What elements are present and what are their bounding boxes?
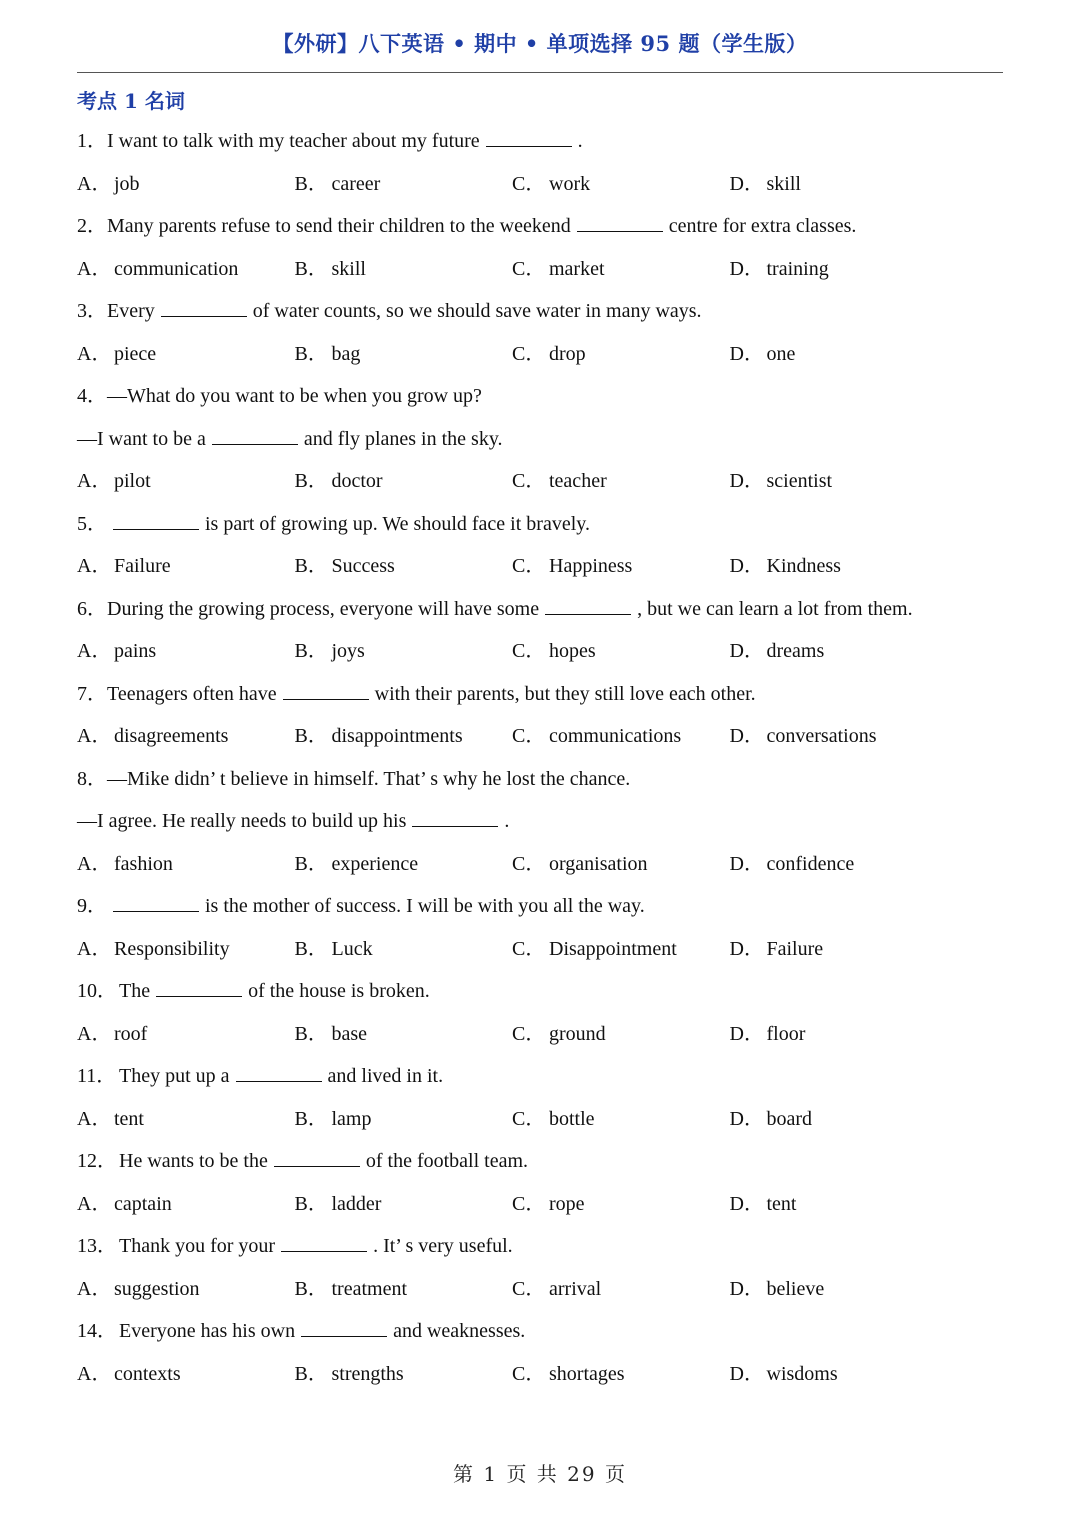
option-letter: A．	[77, 1362, 112, 1385]
option-text: piece	[114, 342, 157, 365]
option-row	[77, 1098, 1003, 1141]
question-stem	[77, 1055, 1003, 1098]
option-text: contexts	[114, 1362, 181, 1385]
option-item[interactable]	[512, 1098, 730, 1141]
option-row	[77, 248, 1003, 291]
option-letter: A．	[77, 342, 112, 365]
option-row	[77, 843, 1003, 886]
answer-blank	[412, 812, 498, 827]
option-item[interactable]	[512, 630, 730, 673]
option-letter: D．	[729, 852, 764, 875]
question-stem	[77, 1310, 1003, 1353]
option-text: arrival	[549, 1277, 602, 1300]
option-letter: C．	[512, 257, 546, 280]
question-text: and weaknesses.	[393, 1320, 526, 1342]
option-letter: B．	[294, 470, 328, 492]
option-letter: C．	[512, 555, 546, 577]
question-number: 3．	[77, 300, 107, 322]
option-text: board	[766, 1107, 813, 1130]
question-text: He wants to be the	[119, 1150, 268, 1172]
option-text: suggestion	[114, 1277, 200, 1300]
question-text: is part of growing up. We should face it bravely.	[205, 512, 590, 535]
option-text: organisation	[549, 852, 648, 875]
option-text: conversations	[766, 725, 877, 747]
option-text: Luck	[331, 937, 373, 960]
question-text: and fly planes in the sky.	[303, 427, 503, 450]
option-letter: B．	[294, 640, 328, 662]
option-text: Failure	[766, 937, 824, 960]
option-letter: A．	[77, 555, 112, 577]
question-text: is the mother of success. I will be with you all the way.	[205, 895, 645, 917]
option-item[interactable]	[295, 163, 513, 206]
option-text: Responsibility	[114, 937, 230, 960]
option-item[interactable]	[512, 163, 730, 206]
option-letter: D．	[729, 470, 764, 492]
option-text: pains	[114, 640, 157, 662]
option-letter: A．	[77, 470, 112, 492]
option-text: shortages	[549, 1362, 625, 1385]
option-item[interactable]	[730, 928, 948, 971]
option-text: joys	[331, 640, 365, 662]
question-stem-line2	[77, 800, 1003, 843]
option-item[interactable]	[77, 333, 295, 376]
question-stem	[77, 885, 1003, 928]
option-item[interactable]	[730, 1098, 948, 1141]
option-row	[77, 460, 1003, 503]
option-letter: D．	[729, 640, 764, 662]
question-text: of the house is broken.	[248, 980, 430, 1002]
option-text: Happiness	[549, 555, 633, 577]
option-row	[77, 928, 1003, 971]
option-text: teacher	[549, 470, 607, 492]
answer-blank	[236, 1067, 322, 1082]
question-text: —I want to be a	[77, 427, 206, 450]
question-text: Everyone has his own	[119, 1320, 296, 1342]
option-row	[77, 1013, 1003, 1056]
option-letter: C．	[512, 1192, 546, 1215]
option-item[interactable]	[730, 630, 948, 673]
question-stem	[77, 970, 1003, 1013]
option-letter: A．	[77, 172, 112, 195]
option-letter: C．	[512, 725, 546, 747]
answer-blank	[577, 217, 663, 232]
option-text: work	[549, 172, 591, 195]
option-item[interactable]	[77, 248, 295, 291]
option-letter: A．	[77, 1192, 112, 1215]
question-text: .	[577, 130, 583, 152]
option-letter: D．	[729, 937, 764, 960]
option-text: bottle	[549, 1107, 595, 1130]
option-letter: D．	[729, 1192, 764, 1215]
question-stem	[77, 758, 1003, 801]
question-number: 5．	[77, 512, 107, 535]
question-text: —Mike didn’ t believe in himself. That’ s why he lost the chance.	[107, 767, 631, 790]
option-item[interactable]	[295, 333, 513, 376]
option-text: strengths	[331, 1362, 404, 1385]
option-text: disagreements	[114, 725, 229, 747]
answer-blank	[156, 982, 242, 997]
option-letter: D．	[729, 257, 764, 280]
option-item[interactable]	[295, 928, 513, 971]
option-text: lamp	[331, 1107, 372, 1130]
option-item[interactable]	[730, 1353, 948, 1396]
option-letter: B．	[294, 725, 328, 747]
option-item[interactable]	[512, 1353, 730, 1396]
option-text: treatment	[331, 1277, 408, 1300]
option-row	[77, 1353, 1003, 1396]
option-text: pilot	[114, 470, 151, 492]
question-text: of the football team.	[365, 1150, 529, 1172]
question-stem	[77, 375, 1003, 418]
question-number: 11．	[77, 1065, 117, 1087]
question-text: and lived in it.	[327, 1065, 444, 1087]
option-item[interactable]	[77, 1353, 295, 1396]
question-stem	[77, 588, 1003, 631]
answer-blank	[283, 685, 369, 700]
option-item[interactable]	[295, 1268, 513, 1311]
option-item[interactable]	[730, 545, 948, 588]
option-item[interactable]	[77, 928, 295, 971]
question-text: —What do you want to be when you grow up?	[107, 385, 482, 407]
option-letter: B．	[294, 852, 328, 875]
answer-blank	[281, 1237, 367, 1252]
option-text: captain	[114, 1192, 172, 1215]
option-letter: C．	[512, 1277, 546, 1300]
option-text: tent	[114, 1107, 144, 1130]
option-letter: A．	[77, 937, 112, 960]
option-letter: D．	[729, 342, 764, 365]
option-item[interactable]	[77, 843, 295, 886]
option-item[interactable]	[77, 460, 295, 503]
question-number: 4．	[77, 385, 107, 407]
option-row	[77, 1183, 1003, 1226]
question-text: The	[119, 980, 151, 1002]
answer-blank	[212, 430, 298, 445]
option-row	[77, 1268, 1003, 1311]
option-text: ground	[549, 1022, 606, 1045]
option-item[interactable]	[512, 1183, 730, 1226]
question-stem	[77, 290, 1003, 333]
option-letter: C．	[512, 1107, 546, 1130]
option-item[interactable]	[77, 1268, 295, 1311]
option-letter: A．	[77, 257, 112, 280]
question-number: 10．	[77, 980, 117, 1002]
option-text: drop	[549, 342, 586, 365]
option-item[interactable]	[512, 1013, 730, 1056]
option-text: confidence	[766, 852, 855, 875]
option-letter: C．	[512, 342, 546, 365]
option-text: Disappointment	[549, 937, 677, 960]
option-letter: A．	[77, 852, 112, 875]
question-stem	[77, 1225, 1003, 1268]
option-text: dreams	[766, 640, 825, 662]
option-text: floor	[766, 1022, 806, 1045]
option-letter: B．	[294, 937, 328, 960]
question-text: centre for extra classes.	[668, 215, 857, 237]
option-letter: A．	[77, 725, 112, 747]
question-text: Every	[107, 300, 155, 322]
option-text: experience	[331, 852, 419, 875]
option-item[interactable]	[730, 843, 948, 886]
option-item[interactable]	[730, 248, 948, 291]
header-divider	[77, 72, 1003, 73]
option-item[interactable]	[512, 843, 730, 886]
option-item[interactable]	[295, 460, 513, 503]
option-letter: B．	[294, 1277, 328, 1300]
question-text: .	[504, 810, 510, 832]
option-text: hopes	[549, 640, 596, 662]
question-number: 14．	[77, 1320, 117, 1342]
option-letter: A．	[77, 640, 112, 662]
option-letter: B．	[294, 172, 328, 195]
option-letter: D．	[729, 1107, 764, 1130]
option-letter: C．	[512, 172, 546, 195]
option-text: career	[331, 172, 381, 195]
question-text: with their parents, but they still love each other.	[374, 682, 756, 705]
option-letter: D．	[729, 1362, 764, 1385]
option-item[interactable]	[512, 248, 730, 291]
option-item[interactable]	[77, 1013, 295, 1056]
option-letter: D．	[729, 555, 764, 577]
option-text: believe	[766, 1277, 825, 1300]
question-number: 12．	[77, 1150, 117, 1172]
option-letter: B．	[294, 1022, 328, 1045]
question-number: 13．	[77, 1235, 117, 1257]
option-letter: C．	[512, 1362, 546, 1385]
option-letter: D．	[729, 1022, 764, 1045]
option-letter: B．	[294, 1107, 328, 1130]
option-item[interactable]	[77, 1098, 295, 1141]
question-stem	[77, 673, 1003, 716]
question-text: . It’ s very useful.	[373, 1235, 513, 1257]
question-number: 1．	[77, 130, 107, 152]
page-footer: 第 1 页 共 29 页	[453, 1462, 627, 1486]
question-stem	[77, 205, 1003, 248]
answer-blank	[113, 897, 199, 912]
option-item[interactable]	[512, 333, 730, 376]
question-stem	[77, 120, 1003, 163]
option-letter: B．	[294, 555, 328, 577]
question-number: 2．	[77, 215, 107, 237]
question-text: of water counts, so we should save water in many ways.	[252, 300, 702, 322]
option-item[interactable]	[77, 1183, 295, 1226]
option-text: fashion	[114, 852, 173, 875]
option-text: skill	[331, 257, 366, 280]
option-item[interactable]	[512, 460, 730, 503]
section-title: 考点 1 名词	[77, 89, 185, 113]
document-header-title: 【外研】八下英语 • 期中 • 单项选择 95 题（学生版）	[272, 31, 808, 56]
option-item[interactable]	[295, 630, 513, 673]
option-letter: B．	[294, 1362, 328, 1385]
option-item[interactable]	[77, 163, 295, 206]
option-row	[77, 630, 1003, 673]
question-text: During the growing process, everyone will have some	[107, 597, 540, 620]
option-item[interactable]	[730, 163, 948, 206]
option-letter: D．	[729, 172, 764, 195]
option-letter: C．	[512, 937, 546, 960]
question-stem	[77, 503, 1003, 546]
option-item[interactable]	[77, 630, 295, 673]
option-item[interactable]	[295, 715, 513, 758]
answer-blank	[301, 1322, 387, 1337]
option-text: communications	[549, 725, 682, 747]
question-text: —I agree. He really needs to build up his	[77, 810, 407, 832]
question-number: 6．	[77, 597, 107, 620]
option-item[interactable]	[77, 715, 295, 758]
option-item[interactable]	[295, 1013, 513, 1056]
question-text: , but we can learn a lot from them.	[637, 597, 913, 620]
answer-blank	[113, 515, 199, 530]
option-text: Success	[331, 555, 395, 577]
option-text: training	[766, 257, 829, 280]
question-text: Thank you for your	[119, 1235, 276, 1257]
option-row	[77, 163, 1003, 206]
answer-blank	[274, 1152, 360, 1167]
option-letter: A．	[77, 1107, 112, 1130]
question-stem-line2	[77, 418, 1003, 461]
option-item[interactable]	[730, 715, 948, 758]
question-text: Many parents refuse to send their children to the weekend	[107, 215, 571, 237]
option-item[interactable]	[512, 545, 730, 588]
option-letter: C．	[512, 470, 546, 492]
option-text: job	[114, 172, 140, 195]
option-item[interactable]	[295, 545, 513, 588]
option-text: skill	[766, 172, 801, 195]
option-text: tent	[766, 1192, 797, 1215]
option-text: bag	[331, 342, 361, 365]
answer-blank	[486, 132, 572, 147]
option-text: market	[549, 257, 605, 280]
option-row	[77, 715, 1003, 758]
option-text: communication	[114, 257, 239, 280]
option-letter: B．	[294, 1192, 328, 1215]
option-text: roof	[114, 1022, 148, 1045]
option-text: ladder	[331, 1192, 382, 1215]
option-item[interactable]	[730, 1268, 948, 1311]
option-item[interactable]	[730, 460, 948, 503]
option-text: base	[331, 1022, 368, 1045]
option-text: rope	[549, 1192, 585, 1215]
option-item[interactable]	[512, 1268, 730, 1311]
option-letter: D．	[729, 725, 764, 747]
option-item[interactable]	[295, 843, 513, 886]
option-item[interactable]	[730, 1183, 948, 1226]
option-text: one	[766, 342, 796, 365]
option-item[interactable]	[730, 1013, 948, 1056]
option-letter: A．	[77, 1022, 112, 1045]
option-item[interactable]	[295, 1353, 513, 1396]
option-letter: D．	[729, 1277, 764, 1300]
option-row	[77, 333, 1003, 376]
question-text: I want to talk with my teacher about my future	[107, 130, 480, 152]
option-item[interactable]	[77, 545, 295, 588]
question-text: Teenagers often have	[107, 682, 277, 705]
option-text: wisdoms	[766, 1362, 838, 1385]
option-row	[77, 545, 1003, 588]
option-item[interactable]	[295, 248, 513, 291]
question-number: 7．	[77, 682, 107, 705]
option-item[interactable]	[512, 715, 730, 758]
option-text: scientist	[766, 470, 833, 492]
option-item[interactable]	[512, 928, 730, 971]
option-text: doctor	[331, 470, 383, 492]
option-item[interactable]	[730, 333, 948, 376]
option-letter: A．	[77, 1277, 112, 1300]
option-letter: C．	[512, 640, 546, 662]
question-stem	[77, 1140, 1003, 1183]
option-text: disappointments	[331, 725, 463, 747]
option-item[interactable]	[295, 1098, 513, 1141]
question-number: 9．	[77, 895, 107, 917]
question-number: 8．	[77, 767, 107, 790]
option-letter: C．	[512, 852, 546, 875]
answer-blank	[161, 302, 247, 317]
option-text: Failure	[114, 555, 171, 577]
option-letter: B．	[294, 342, 328, 365]
option-letter: C．	[512, 1022, 546, 1045]
option-item[interactable]	[295, 1183, 513, 1226]
option-letter: B．	[294, 257, 328, 280]
question-list	[77, 120, 1003, 1395]
answer-blank	[545, 600, 631, 615]
question-text: They put up a	[119, 1065, 230, 1087]
option-text: Kindness	[766, 555, 841, 577]
